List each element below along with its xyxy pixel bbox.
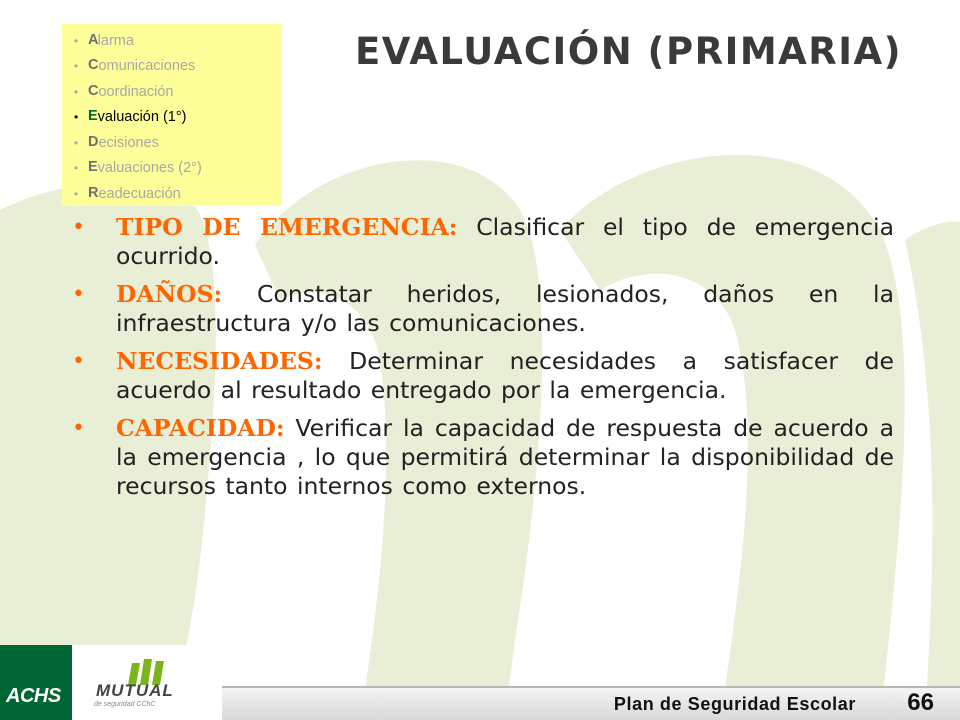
acronym-word — [88, 84, 173, 100]
acronym-panel — [62, 24, 282, 206]
page-number: 66 — [907, 689, 934, 716]
bullet-label: CAPACIDAD: — [116, 414, 285, 442]
acronym-word — [88, 160, 202, 176]
bullet-text: Constatar heridos, lesionados, daños en la infraestructura y/o las comunicaciones. — [116, 280, 894, 337]
acronym-rest: valuaciones (2°) — [97, 160, 202, 177]
bullet-text: Clasificar el tipo de emergencia ocurrido. — [116, 213, 894, 270]
bullet-item-necesidades — [72, 347, 894, 405]
acronym-rest: oordinación — [98, 83, 174, 100]
acronym-item-1: • C omunicaciones — [74, 57, 196, 75]
bullet-label: DAÑOS: — [116, 280, 223, 308]
mutual-logo — [72, 645, 222, 720]
bullet-glyph: • — [74, 33, 79, 48]
acronym-item-5: • E valuaciones (2°) — [74, 159, 202, 177]
bullet-glyph: • — [72, 349, 85, 374]
bullet-glyph: • — [72, 416, 85, 441]
footer-label: Plan de Seguridad Escolar — [613, 694, 856, 714]
acronym-item-6: • R eadecuación — [74, 184, 181, 202]
acronym-item-2: • C oordinación — [74, 82, 174, 100]
footer-bar — [222, 686, 960, 720]
mutual-logo-text: MUTUAL — [96, 681, 174, 700]
bullet-list — [72, 213, 894, 510]
bullet-glyph: • — [74, 59, 79, 74]
acronym-rest: omunicaciones — [98, 58, 196, 75]
slide-footer — [0, 645, 960, 720]
mutual-logo-tagline: de seguridad CChC — [94, 701, 156, 708]
bullet-text: Determinar necesidades a satisfacer de acuerdo al resultado entregado por la emergencia. — [116, 347, 894, 404]
bullet-item-capacidad — [72, 414, 894, 501]
acronym-rest: ecisiones — [98, 134, 159, 151]
achs-logo-text: ACHS — [6, 685, 61, 707]
acronym-item-0: • A larma — [74, 31, 134, 49]
bullet-item-danos — [72, 280, 894, 338]
bullet-glyph: • — [74, 135, 79, 150]
acronym-rest: larma — [97, 32, 134, 49]
acronym-word — [88, 58, 195, 74]
acronym-word — [88, 186, 181, 202]
slide-title: EVALUACIÓN (PRIMARIA) — [355, 30, 903, 73]
achs-logo — [0, 645, 72, 720]
bullet-text: Verificar la capacidad de respuesta de acuerdo a la emergencia , lo que permitirá determinar la disponibilidad de recursos tanto internos como externos. — [116, 414, 894, 500]
bullet-glyph: • — [74, 110, 79, 125]
acronym-item-3-active: • E valuación (1°) — [74, 108, 187, 126]
acronym-word — [88, 135, 159, 151]
bullet-item-tipo — [72, 213, 894, 271]
acronym-rest: valuación (1°) — [97, 109, 187, 126]
bullet-glyph: • — [72, 282, 85, 307]
bullet-label: TIPO DE EMERGENCIA: — [116, 213, 458, 241]
acronym-rest: eadecuación — [98, 185, 181, 202]
acronym-word — [88, 109, 186, 125]
bullet-glyph: • — [74, 84, 79, 99]
bullet-label: NECESIDADES: — [116, 347, 323, 375]
bullet-glyph: • — [74, 161, 79, 176]
bullet-glyph: • — [72, 215, 85, 240]
acronym-item-4: • D ecisiones — [74, 133, 159, 151]
bullet-glyph: • — [74, 186, 79, 201]
